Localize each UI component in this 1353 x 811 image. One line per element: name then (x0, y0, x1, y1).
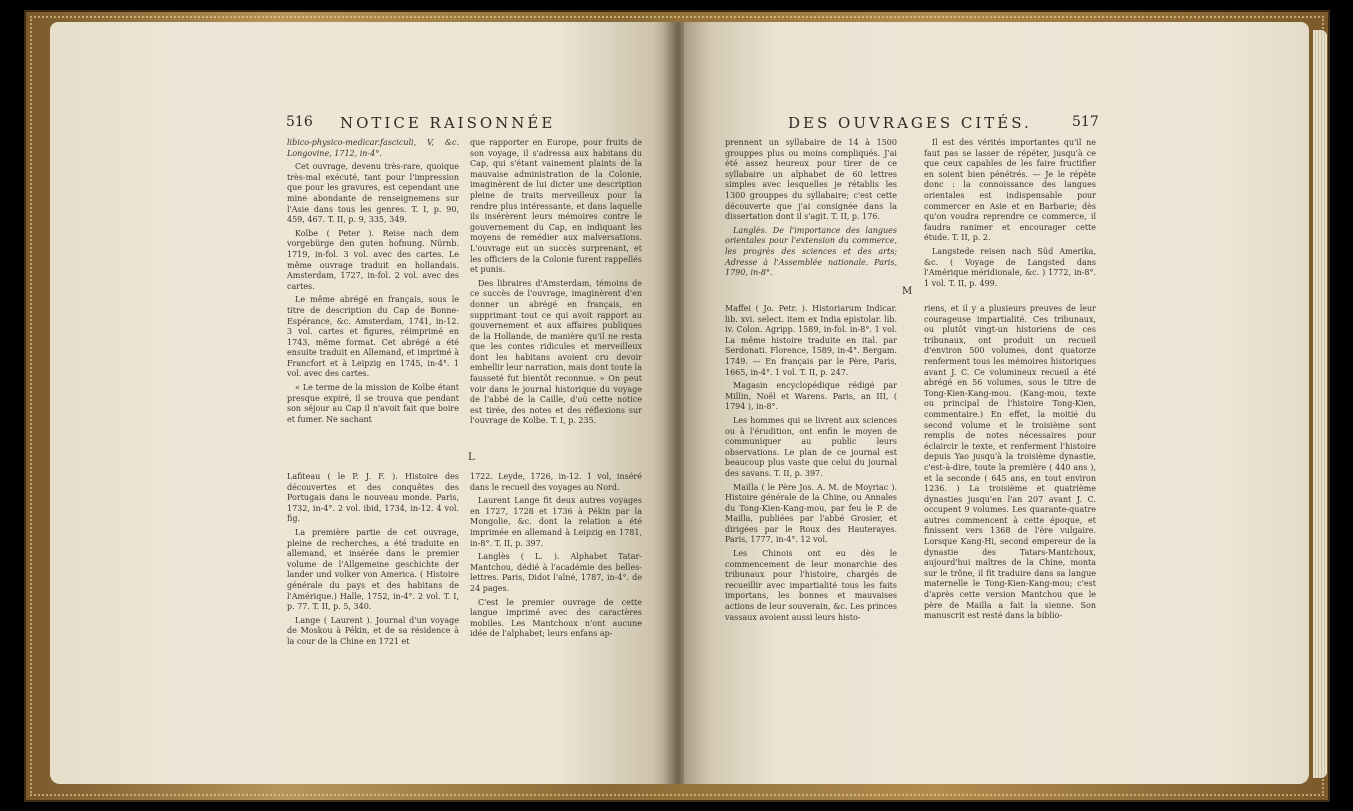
paragraph: C'est le premier ouvrage de cette langue imprimé avec des caractères mobiles. Les Mantchoux n'ont aucune idée de l'alphabet; leurs enfans ap- (470, 597, 642, 639)
left-page-number: 516 (286, 114, 313, 130)
right-col-3 (725, 304, 897, 626)
right-col-1 (725, 138, 897, 282)
paragraph: Lange ( Laurent ). Journal d'un voyage de Moskou à Pékin, et de sa résidence à la cour de la Chine en 1721 et (287, 615, 459, 646)
right-running-head: DES OUVRAGES CITÉS. (788, 114, 1032, 132)
left-running-head: NOTICE RAISONNÉE (340, 114, 556, 132)
paragraph: Maffei ( Jo. Petr. ). Historiarum Indicar. lib. xvi. select. item ex India epistolar. lib. iv. Colon. Agripp. 1589, in-fol. in-8°. 1 vol. La même histoire traduite en ital. par Serdonati. Florence, 1589, in-4°. Bergam. 1749. — En français par le Père, Paris, 1665, in-4°. 1 vol. T. II, p. 247. (725, 304, 897, 377)
paragraph: Langstede reisen nach Süd Amerika, &c. ( Voyage de Langsted dans l'Amérique méridionale, &c. ) 1772, in-8°. 1 vol. T. II, p. 499. (924, 246, 1096, 288)
left-col-3 (287, 472, 459, 651)
left-page (50, 22, 672, 784)
paragraph: Les hommes qui se livrent aux sciences ou à l'érudition, ont enfin le moyen de communiquer au public leurs observations. Le plan de ce journal est beaucoup plus vaste que celui du journal des savans. T. II, p. 397. (725, 415, 897, 478)
left-col-1 (287, 138, 459, 428)
right-col-4 (924, 304, 1096, 625)
right-page-number: 517 (1072, 114, 1099, 130)
paragraph: 1722. Leyde, 1726, in-12. 1 vol, inséré dans le recueil des voyages au Nord. (470, 472, 642, 492)
left-col-4 (470, 472, 642, 643)
section-letter-m: M (902, 286, 913, 297)
paragraph: libico-physico-medicar.fasciculi, V, &c. Longovine, 1712, in-4°. (287, 138, 459, 158)
paragraph: Langlès. De l'importance des langues orientales pour l'extension du commerce, les progrès des sciences et des arts; Adresse à l'Assemblée nationale. Paris, 1790, in-8°. (725, 225, 897, 278)
paragraph: Magasin encyclopédique rédigé par Millin, Noël et Warens. Paris, an III, ( 1794 ), in-8°. (725, 381, 897, 412)
paragraph: riens, et il y a plusieurs preuves de leur courageuse impartialité. Ces tribunaux, ou plutôt vingt-un historiens de ces tribunaux, ont produit un recueil d'environ 500 volumes, dont quatorze renferment tous les mémoires historiques avant J. C. Ce volumineux recueil a été abrégé en 56 volumes, sous le titre de Tong-Kien-Kang-mou. (Kang-mou, texte ou principal de l'histoire Tong-Kien, commentaire.) En effet, la moitié du second volume et le troisième sont remplis de notes nécessaires pour éclaircir le texte, et renferment l'histoire depuis Yao jusqu'à la troisième dynastie, c'est-à-dire, toute la première ( 440 ans ), et la seconde ( 645 ans, en tout environ 1236. ) La troisième et quatrième dynasties jusqu'en l'an 207 avant J. C. occupent 9 volumes. Les quarante-quatre autres commencent à cette époque, et finissent vers 1368 de l'ère vulgaire. Lorsque Kang-Hi, second empereur de la dynastie des Tatars-Mantchoux, aujourd'hui maîtres de la Chine, monta sur le trône, il fit traduire dans sa langue maternelle le Tong-Kien-Kang-mou; c'est d'après cette version Mantchou que le père de Mailla a fait la sienne. Son manuscrit est resté dans la biblio- (924, 304, 1096, 621)
paragraph: Des libraires d'Amsterdam, témoins de ce succès de l'ouvrage, imaginèrent d'en donner un abrégé en français, en supprimant tout ce qui avoit rapport au gouvernement et aux affaires publiques de la Hollande, de manière qu'il ne resta que les contes ridicules et merveilleux dont les habitans avoient cru devoir embellir leur narration, mais dont toute la fausseté fut bientôt reconnue. » On peut voir dans le journal historique du voyage de l'abbé de la Caille, d'où cette notice est tirée, des notes et des réflexions sur l'ouvrage de Kolbe. T. I, p. 235. (470, 278, 642, 426)
section-letter-l: L (468, 452, 475, 463)
paragraph: Le même abrégé en français, sous le titre de description du Cap de Bonne-Espérance, &c. Amsterdam, 1741, in-12. 3 vol. cartes et figures, réimprimé en 1743, même format. Cet abrégé a été ensuite traduit en Allemand, et imprimé à Francfort et à Leipzig en 1745, in-4°. 1 vol. avec des cartes. (287, 295, 459, 379)
paragraph: « Le terme de la mission de Kolbe étant presque expiré, il se trouva que pendant son séjour au Cap il n'avoit fait que boire et fumer. Ne sachant (287, 383, 459, 424)
paragraph: Il est des vérités importantes qu'il ne faut pas se lasser de répéter, jusqu'à ce que ceux capables de les faire fructifier en soient bien pénétrés. — Je le répète donc : la connoissance des langues orientales est indispensable pour commercer en Asie et en Barbarie; dès qu'on voudra reprendre ce commerce, il faudra ranimer et encourager cette étude. T. II, p. 2. (924, 138, 1096, 243)
paragraph: Cet ouvrage, devenu très-rare, quoique très-mal exécuté, tant pour l'impression que pour les gravures, est cependant une mine abondante de renseignemens sur l'Asie dans tous les genres. T. I, p. 90, 459, 467. T. II, p. 9, 335, 349. (287, 162, 459, 225)
left-col-2 (470, 138, 642, 430)
paragraph: Lafiteau ( le P. J. F. ). Histoire des découvertes et des conquêtes des Portugais dans le nouveau monde. Paris, 1732, in-4°. 2 vol. ibid, 1734, in-12. 4 vol. fig. (287, 472, 459, 524)
page-edges (1313, 30, 1327, 778)
paragraph: Langlès ( L. ). Alphabet Tatar-Mantchou, dédié à l'académie des belles-lettres. Paris, Didot l'aîné, 1787, in-4°. de 24 pages. (470, 552, 642, 593)
paragraph: Les Chinois ont eu dès le commencement de leur monarchie des tribunaux pour l'histoire, chargés de recueillir avec impartialité tous les faits importans, les bonnes et mauvaises actions de leur souverain, &c. Les princes vassaux avoient aussi leurs histo- (725, 549, 897, 622)
right-col-2 (924, 138, 1096, 292)
right-page (684, 22, 1309, 784)
paragraph: Kolbe ( Peter ). Reise nach dem vorgebürge den guten hofnung. Nürnb. 1719, in-fol. 3 vol. avec des cartes. Le même ouvrage traduit en hollandais. Amsterdam, 1727, in-fol. 2 vol. avec des cartes. (287, 228, 459, 291)
paragraph: Laurent Lange fit deux autres voyages en 1727, 1728 et 1736 à Pékin par la Mongolie, &c. dont la relation a été imprimée en allemand à Leipzig en 1781, in-8°. T. II, p. 397. (470, 496, 642, 548)
paragraph: prennent un syllabaire de 14 à 1500 grouppes plus ou moins compliqués. J'ai été assez heureux pour tirer de ce syllabaire un alphabet de 60 lettres simples avec lesquelles je rétablis les 1300 grouppes du syllabaire; c'est cette découverte que j'ai consignée dans la dissertation dont il s'agit. T. II, p. 176. (725, 138, 897, 222)
paragraph: La première partie de cet ouvrage, pleine de recherches, a été traduite en allemand, et insérée dans le premier volume de l'Allgemeine geschichte der lander und volker von America. ( Histoire générale du pays et des habitans de l'Amérique.) Halle, 1752, in-4°. 2 vol. T. I, p. 77. T. II, p. 5, 340. (287, 527, 459, 612)
paragraph: Mailla ( le Père Jos. A. M. de Moyriac ). Histoire générale de la Chine, ou Annales du Tong-Kien-Kang-mou, par feu le P. de Mailla, publiées par l'abbé Grosier, et dirigées par le Roux des Hauterayes. Paris, 1777, in-4°. 12 vol. (725, 482, 897, 545)
paragraph: que rapporter en Europe, pour fruits de son voyage, il s'adressa aux habitans du Cap, qui s'étant vainement plaints de la mauvaise administration de la Colonie, imaginèrent de lui dicter une description pleine de traits merveilleux pour la rendre plus intéressante, et dans laquelle ils insérèrent leurs mémoires contre le gouvernement du Cap, en indiquant les moyens de remédier aux malversations. L'ouvrage eut un succès surprenant, et les officiers de la Colonie furent rappellés et punis. (470, 138, 642, 275)
